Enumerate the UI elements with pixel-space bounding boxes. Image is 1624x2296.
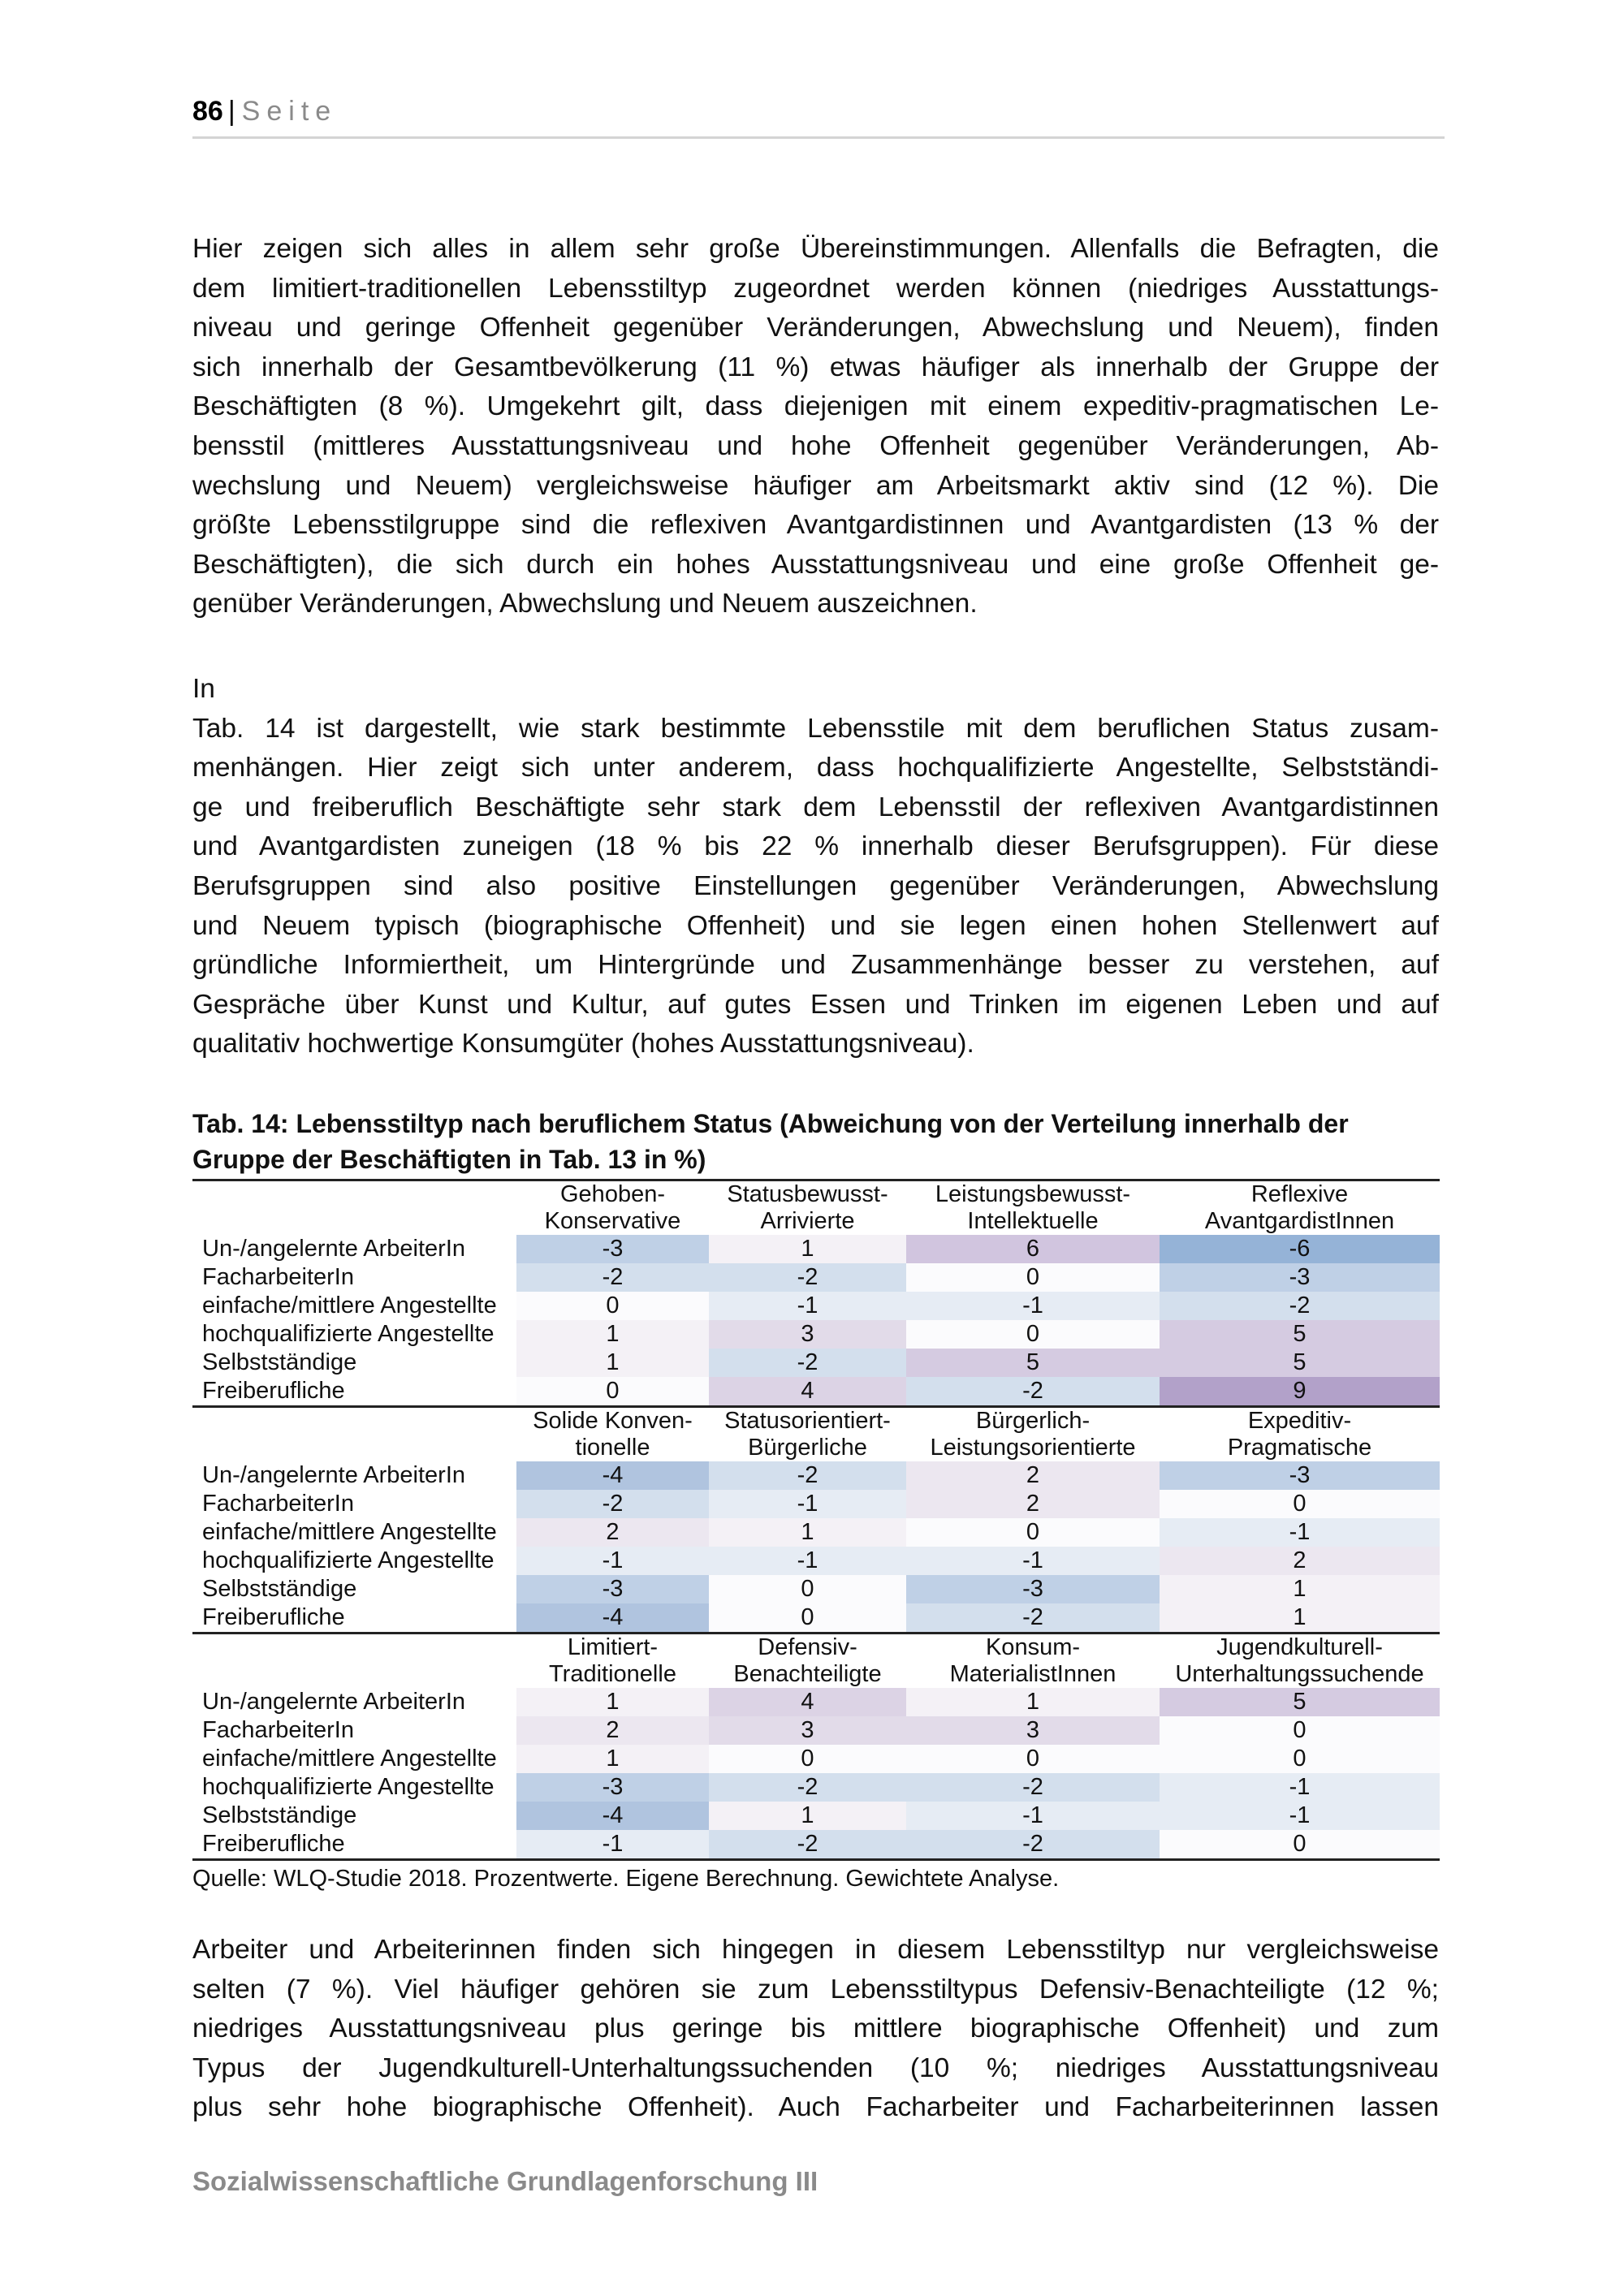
- row-label: Freiberufliche: [202, 1378, 345, 1404]
- table-cell: -2: [709, 1349, 906, 1377]
- row-label: einfache/mittlere Angestellte: [202, 1519, 497, 1545]
- table-cell: -2: [906, 1377, 1160, 1407]
- table-cell: -2: [906, 1773, 1160, 1802]
- table-cell: -2: [516, 1263, 709, 1292]
- table-cell: -4: [516, 1802, 709, 1830]
- column-header-line: Reflexive: [1250, 1181, 1349, 1207]
- table-cell: 0: [709, 1745, 906, 1773]
- row-label: Un-/angelernte ArbeiterIn: [202, 1462, 466, 1488]
- text-line: und Neuem typisch (biographische Offenheit) und sie legen einen hohen Stellenwert auf: [192, 910, 1439, 941]
- table-row: [192, 1320, 1440, 1349]
- text-line: Beschäftigten), die sich durch ein hohes Ausstattungsniveau und eine große Offenheit ge-: [192, 549, 1439, 580]
- table-cell: 3: [709, 1320, 906, 1349]
- table-row: [192, 1461, 1440, 1490]
- row-label: FacharbeiterIn: [202, 1491, 354, 1517]
- text-line: qualitativ hochwertige Konsumgüter (hohes Ausstattungsniveau).: [192, 1029, 974, 1060]
- table-cell: -1: [906, 1547, 1160, 1575]
- table-cell: -3: [1160, 1263, 1440, 1292]
- table-cell: -1: [906, 1292, 1160, 1320]
- table-cell: 3: [906, 1716, 1160, 1745]
- column-header-line: Konservative: [544, 1208, 681, 1234]
- table-row: [192, 1377, 1440, 1407]
- table-row: [192, 1745, 1440, 1773]
- table-cell: 0: [1160, 1745, 1440, 1773]
- text-line: und Avantgardisten zuneigen (18 % bis 22 % innerhalb dieser Berufsgruppen). Für diese: [192, 831, 1439, 862]
- table-cell: 0: [1160, 1490, 1440, 1518]
- table-cell: 1: [1160, 1603, 1440, 1634]
- row-label: Freiberufliche: [202, 1604, 345, 1630]
- column-header-line: Defensiv-: [758, 1634, 857, 1660]
- table-row: [192, 1518, 1440, 1547]
- table-row: [192, 1263, 1440, 1292]
- table-cell: -1: [1160, 1773, 1440, 1802]
- table-cell: 2: [906, 1490, 1160, 1518]
- text-line: Hier zeigen sich alles in allem sehr große Übereinstimmungen. Allenfalls die Befragten, die: [192, 234, 1439, 264]
- table-caption-line: Gruppe der Beschäftigten in Tab. 13 in %): [192, 1145, 706, 1174]
- column-header: [1160, 1407, 1440, 1462]
- column-header-line: Benachteiligte: [733, 1661, 882, 1687]
- table-row: [192, 1802, 1440, 1830]
- table-cell: 5: [1160, 1349, 1440, 1377]
- column-header-line: Limitiert-: [567, 1634, 659, 1660]
- table-cell: 4: [709, 1688, 906, 1716]
- row-label: Freiberufliche: [192, 1830, 516, 1860]
- table-cell: 6: [906, 1235, 1160, 1263]
- table-cell: -1: [516, 1547, 709, 1575]
- page-number: 86: [192, 96, 223, 127]
- text-line: sich innerhalb der Gesamtbevölkerung (11 %) etwas häufiger als innerhalb der Gruppe der: [192, 352, 1439, 382]
- paragraph-1: [192, 230, 1439, 624]
- table-cell: -1: [1160, 1518, 1440, 1547]
- text-line-table-reference[interactable]: Tab. 14 ist dargestellt, wie stark bestimmte Lebensstile mit dem beruflichen Status zusam-: [192, 713, 1439, 744]
- table-cell: 3: [709, 1716, 906, 1745]
- row-label: einfache/mittlere Angestellte: [202, 1746, 497, 1772]
- row-label: Selbstständige: [202, 1576, 357, 1602]
- column-header-line: Solide Konven-: [533, 1408, 693, 1434]
- table-cell: -2: [516, 1490, 709, 1518]
- row-label: hochqualifizierte Angestellte: [202, 1774, 495, 1800]
- table-cell: 2: [516, 1518, 709, 1547]
- paragraph-text: [192, 1931, 1439, 2128]
- column-header-line: AvantgardistInnen: [1204, 1208, 1395, 1234]
- row-label: einfache/mittlere Angestellte: [202, 1293, 497, 1318]
- table-section-header: [192, 1407, 1440, 1462]
- text-line: In: [192, 674, 215, 704]
- table-cell: -1: [516, 1830, 709, 1860]
- text-line: wechslung und Neuem) vergleichsweise häufiger am Arbeitsmarkt aktiv sind (12 %). Die: [192, 470, 1439, 501]
- page-word: Seite: [241, 96, 338, 127]
- column-header-line: Traditionelle: [549, 1661, 676, 1687]
- table-cell: 5: [1160, 1320, 1440, 1349]
- column-header-line: tionelle: [575, 1435, 650, 1461]
- text-line: ge und freiberuflich Beschäftigte sehr stark dem Lebensstil der reflexiven Avantgardistinnen: [192, 792, 1439, 822]
- column-header: [709, 1407, 906, 1462]
- table-cell: -3: [1160, 1461, 1440, 1490]
- table-cell: -1: [709, 1490, 906, 1518]
- table-cell: 9: [1160, 1377, 1440, 1407]
- table-cell: -2: [709, 1461, 906, 1490]
- table-cell: 0: [709, 1603, 906, 1634]
- table-source-note: Quelle: WLQ-Studie 2018. Prozentwerte. Eigene Berechnung. Gewichtete Analyse.: [192, 1866, 1060, 1892]
- table-cell: -2: [709, 1773, 906, 1802]
- paragraph-3: [192, 1931, 1439, 2128]
- table-cell: 1: [1160, 1575, 1440, 1603]
- text-line: genüber Veränderungen, Abwechslung und Neuem auszeichnen.: [192, 589, 978, 619]
- column-header-line: Statusorientiert-: [724, 1408, 891, 1434]
- row-label: FacharbeiterIn: [202, 1717, 354, 1743]
- text-line: dem limitiert-traditionellen Lebensstiltyp zugeordnet werden können (niedriges Ausstattungs-: [192, 273, 1439, 304]
- column-header: [1160, 1634, 1440, 1689]
- column-header: [516, 1407, 709, 1462]
- text-line: Berufsgruppen sind also positive Einstellungen gegenüber Veränderungen, Abwechslung: [192, 870, 1439, 901]
- table-cell: -3: [516, 1575, 709, 1603]
- table-cell: -2: [709, 1830, 906, 1860]
- column-header-line: MaterialistInnen: [949, 1661, 1116, 1687]
- table-cell: -3: [516, 1773, 709, 1802]
- table-cell: 4: [709, 1377, 906, 1407]
- text-line: größte Lebensstilgruppe sind die reflexiven Avantgardistinnen und Avantgardisten (13 % der: [192, 510, 1439, 541]
- table-cell: -1: [906, 1802, 1160, 1830]
- column-header: [906, 1634, 1160, 1689]
- table-cell: 0: [906, 1745, 1160, 1773]
- row-label: hochqualifizierte Angestellte: [202, 1547, 495, 1573]
- table-cell: -2: [906, 1830, 1160, 1860]
- table-row: [192, 1603, 1440, 1634]
- text-line: Beschäftigten (8 %). Umgekehrt gilt, dass diejenigen mit einem expeditiv-pragmatischen Le-: [192, 391, 1439, 422]
- row-label: Selbstständige: [202, 1349, 357, 1375]
- table-cell: 0: [709, 1575, 906, 1603]
- column-header-line: Pragmatische: [1227, 1435, 1372, 1461]
- table-row: [192, 1349, 1440, 1377]
- table-cell: 1: [516, 1745, 709, 1773]
- table-cell: 0: [906, 1320, 1160, 1349]
- page-header: [192, 91, 1445, 139]
- header-spacer: [192, 1180, 516, 1236]
- table-cell: 0: [1160, 1830, 1440, 1860]
- table-cell: 0: [516, 1292, 709, 1320]
- paragraph-2: [192, 670, 1439, 1064]
- table-cell: -2: [709, 1263, 906, 1292]
- table-cell: -1: [1160, 1802, 1440, 1830]
- row-label: Un-/angelernte ArbeiterIn: [202, 1689, 466, 1715]
- column-header-line: Gehoben-: [560, 1181, 665, 1207]
- table-section-header: [192, 1634, 1440, 1689]
- column-header: [906, 1180, 1160, 1236]
- text-line: niveau und geringe Offenheit gegenüber Veränderungen, Abwechslung und Neuem), finden: [192, 313, 1439, 343]
- table-cell: 1: [709, 1802, 906, 1830]
- lifestyle-status-table: [192, 1179, 1440, 1861]
- header-spacer: [192, 1634, 516, 1689]
- table-cell: 2: [1160, 1547, 1440, 1575]
- table-row: [192, 1688, 1440, 1716]
- column-header-line: Leistungsorientierte: [930, 1435, 1136, 1461]
- row-label: Un-/angelernte ArbeiterIn: [202, 1236, 466, 1262]
- text-line: Arbeiter und Arbeiterinnen finden sich hingegen in diesem Lebensstiltyp nur vergleichsweise: [192, 1935, 1439, 1965]
- table-cell: 1: [516, 1320, 709, 1349]
- column-header-line: Bürgerliche: [748, 1435, 867, 1461]
- table-row: [192, 1292, 1440, 1320]
- text-line: Gespräche über Kunst und Kultur, auf gutes Essen und Trinken im eigenen Leben und auf: [192, 989, 1439, 1020]
- column-header: [709, 1180, 906, 1236]
- table-cell: -6: [1160, 1235, 1440, 1263]
- column-header-line: Statusbewusst-: [727, 1181, 888, 1207]
- table-caption-line: Tab. 14: Lebensstiltyp nach beruflichem Status (Abweichung von der Verteilung innerhalb der: [192, 1109, 1349, 1138]
- table-cell: 5: [1160, 1688, 1440, 1716]
- page-separator: |: [227, 96, 235, 127]
- table-section-header: [192, 1180, 1440, 1236]
- table-cell: 2: [906, 1461, 1160, 1490]
- column-header-line: Konsum-: [985, 1634, 1081, 1660]
- table-cell: 0: [906, 1518, 1160, 1547]
- table-cell: -4: [516, 1603, 709, 1634]
- column-header-line: Bürgerlich-: [975, 1408, 1091, 1434]
- column-header-line: Intellektuelle: [967, 1208, 1099, 1234]
- row-label: FacharbeiterIn: [202, 1264, 354, 1290]
- table-row: [192, 1547, 1440, 1575]
- column-header: [1160, 1180, 1440, 1236]
- column-header-line: Jugendkulturell-: [1216, 1634, 1383, 1660]
- table-row: [192, 1235, 1440, 1263]
- table-cell: 0: [516, 1377, 709, 1407]
- paragraph-text: [192, 670, 1439, 1064]
- column-header: [709, 1634, 906, 1689]
- text-line: bensstil (mittleres Ausstattungsniveau und hohe Offenheit gegenüber Veränderungen, Ab-: [192, 430, 1439, 461]
- table-cell: 1: [709, 1235, 906, 1263]
- table-row: [192, 1575, 1440, 1603]
- text-line: gründliche Informiertheit, um Hintergründe und Zusammenhänge besser zu verstehen, auf: [192, 950, 1439, 981]
- table-row: [192, 1490, 1440, 1518]
- table-cell: 0: [1160, 1716, 1440, 1745]
- table-cell: 2: [516, 1716, 709, 1745]
- table-cell: 0: [906, 1263, 1160, 1292]
- table-row: [192, 1773, 1440, 1802]
- paragraph-text: [192, 230, 1439, 624]
- table-cell: 1: [906, 1688, 1160, 1716]
- text-line: niedriges Ausstattungsniveau plus geringe bis mittlere biographische Offenheit) und zum: [192, 2013, 1439, 2044]
- table-cell: 1: [516, 1349, 709, 1377]
- text-line: selten (7 %). Viel häufiger gehören sie zum Lebensstiltypus Defensiv-Benachteiligte (12 %;: [192, 1974, 1439, 2005]
- header-spacer: [192, 1407, 516, 1462]
- table-cell: 1: [709, 1518, 906, 1547]
- table-cell: -3: [516, 1235, 709, 1263]
- table-cell: -2: [1160, 1292, 1440, 1320]
- text-line: menhängen. Hier zeigt sich unter anderem, dass hochqualifizierte Angestellte, Selbstständi-: [192, 753, 1439, 783]
- table-cell: -4: [516, 1461, 709, 1490]
- table-row: [192, 1830, 1440, 1860]
- column-header-line: Unterhaltungssuchende: [1175, 1661, 1424, 1687]
- table-cell: 1: [516, 1688, 709, 1716]
- text-line: Typus der Jugendkulturell-Unterhaltungssuchenden (10 %; niedriges Ausstattungsniveau: [192, 2052, 1439, 2083]
- row-label: Selbstständige: [202, 1802, 357, 1828]
- row-label: hochqualifizierte Angestellte: [202, 1321, 495, 1347]
- table-cell: -3: [906, 1575, 1160, 1603]
- table-cell: -1: [709, 1547, 906, 1575]
- table-cell: 5: [906, 1349, 1160, 1377]
- column-header: [516, 1180, 709, 1236]
- table-cell: -1: [709, 1292, 906, 1320]
- page-footer: Sozialwissenschaftliche Grundlagenforschung III: [192, 2166, 818, 2196]
- table-cell: -2: [906, 1603, 1160, 1634]
- text-line: plus sehr hohe biographische Offenheit). Auch Facharbeiter und Facharbeiterinnen lassen: [192, 2092, 1439, 2123]
- column-header: [516, 1634, 709, 1689]
- column-header: [906, 1407, 1160, 1462]
- column-header-line: Expeditiv-: [1247, 1408, 1352, 1434]
- table-caption: [192, 1106, 1451, 1177]
- column-header-line: Leistungsbewusst-: [935, 1181, 1131, 1207]
- table-row: [192, 1716, 1440, 1745]
- column-header-line: Arrivierte: [760, 1208, 855, 1234]
